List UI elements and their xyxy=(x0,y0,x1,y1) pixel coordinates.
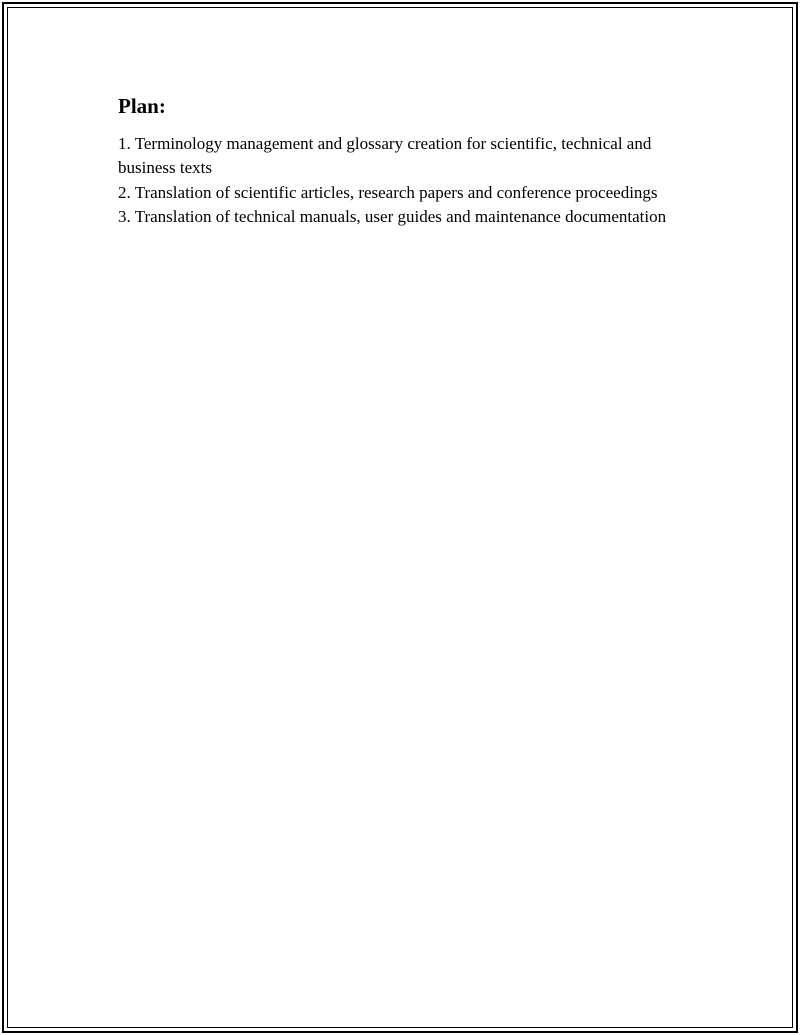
plan-list xyxy=(118,132,678,229)
plan-heading: Plan: xyxy=(118,94,166,118)
plan-item-3: 3. Translation of technical manuals, user guides and maintenance documentation xyxy=(118,206,667,226)
plan-item-2: 2. Translation of scientific articles, research papers and conference proceedings xyxy=(118,182,658,202)
document-content xyxy=(118,93,678,229)
plan-item-1: 1. Terminology management and glossary creation for scientific, technical and business texts xyxy=(118,134,652,178)
